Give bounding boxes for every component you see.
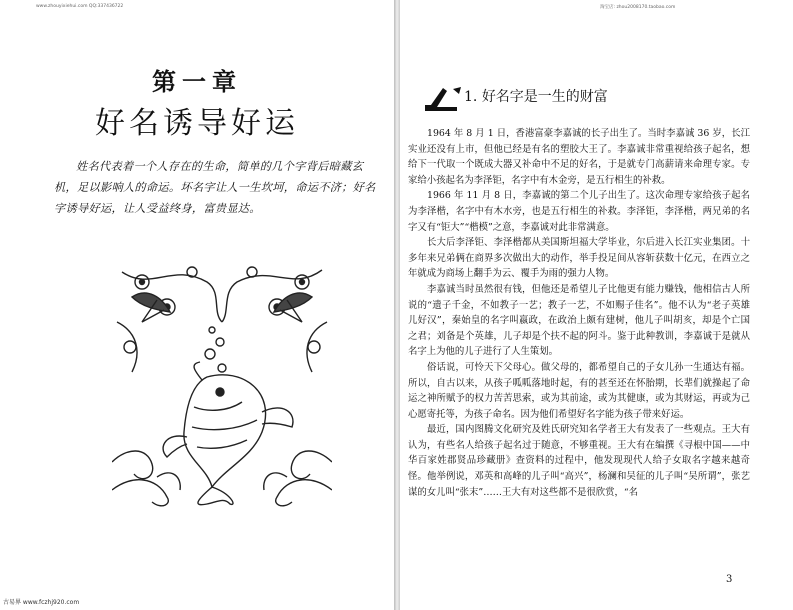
page-number: 3 [726, 574, 733, 585]
chapter-number: 第一章 [152, 67, 242, 96]
footer-watermark: 古易界 www.fczhj920.com [3, 599, 80, 606]
paragraph: 俗话说，可怜天下父母心。做父母的，都希望自己的子女儿孙一生通达有福。所以，自古以来，从孩子呱呱落地时起，有的甚至还在怀胎期，长辈们就操起了命运之神所赋予的权力苦苦思索，或为其前途，或为其健康，或为其财运，再或为己心愿寄托等，为孩子命名。因为他们希望好名字能为孩子带来好运。 [408, 361, 750, 420]
section-heading [464, 86, 608, 106]
section-number: 1. [464, 89, 478, 105]
paragraph: 最近，国内图腾文化研究及姓氏研究知名学者王大有发表了一些观点。王大有认为，有些名人给孩子起名过于随意，不够重视。王大有在编撰《寻根中国——中华百家姓郡贤品珍藏册》查资料的过程中，他发现现代人给子女取名字越来越奇怪。他举例说，邓英和高峰的儿子叫“高兴”，杨澜和吴征的儿子叫“吴所谓”，张艺谋的女儿叫“张末”……王大有对这些都不是很欣赏，“名 [408, 424, 750, 498]
header-left: www.zhouyixiehui.com QQ:337436722 [36, 4, 124, 9]
paragraph: 李嘉诚当时虽然很有钱，但他还是希望儿子比他更有能力赚钱，他相信古人所说的“遗子千金，不如教子一艺；教子一艺，不如赐子佳名”。他不认为“老子英雄儿好汉”，秦始皇的名字叫嬴政，在政治上颇有建树，他儿子叫胡亥，却是个亡国之君；刘备是个英雄，儿子却是个扶不起的阿斗。鉴于此种教训，李嘉诚于是就从名字上为他的儿子进行了人生策划。 [408, 283, 750, 358]
body-text [408, 126, 750, 500]
section-title: 好名字是一生的财富 [481, 89, 608, 105]
chapter-title: 好名诱导好运 [95, 106, 299, 141]
paragraph: 1966 年 11 月 8 日，李嘉诚的第二个儿子出生了。这次命理专家给孩子起名为李泽楷，名字中有木水旁，也是五行相生的补救。李泽钜，李泽楷，两兄弟的名字又有“钜大”“楷模”之意，李嘉诚对此非常满意。 [408, 190, 750, 233]
header-right: 淘宝店: zhou2008170.taobao.com [600, 5, 676, 10]
section-brush-icon [423, 85, 463, 113]
book-gutter [394, 0, 400, 610]
paragraph: 长大后李泽钜、李泽楷都从美国斯坦福大学毕业，尔后进入长江实业集团。十多年来兄弟俩在商界多次做出大的动作，举手投足间从容斩获数十亿元，在西立之年就成为商场上翻手为云、覆手为雨的强力人物。 [408, 237, 750, 280]
paragraph: 1964 年 8 月 1 日，香港富豪李嘉诚的长子出生了。当时李嘉诚 36 岁，长江实业还没有上市，但他已经是有名的塑胶大王了。李嘉诚非常重视给孩子起名，想给下一代取一个既成大器又补命中不足的好名，于是就专门高薪请来命理专家。专家给小孩起名为李泽钜，名字中有木金旁，是五行相生的补救。 [408, 128, 750, 186]
carp-birds-waves-illustration [112, 252, 332, 510]
chapter-intro [54, 156, 384, 219]
intro-text: 姓名代表着一个人存在的生命，简单的几个字背后暗藏玄机，足以影响人的命运。坏名字让人一生坎坷，命运不济；好名字诱导好运，让人受益终身，富贵显达。 [54, 160, 376, 215]
